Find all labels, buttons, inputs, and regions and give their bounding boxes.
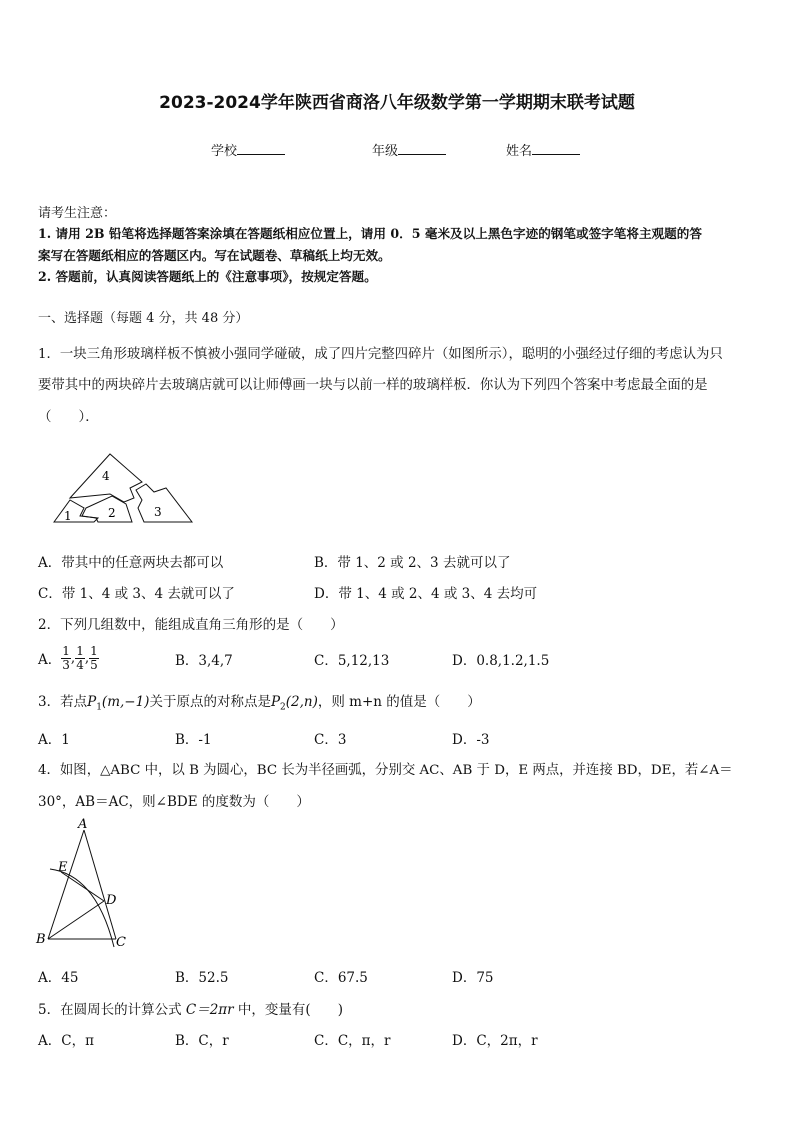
label-b: B bbox=[36, 932, 46, 947]
glass-label-4: 4 bbox=[102, 469, 110, 483]
school-field bbox=[211, 140, 285, 159]
frac-den: 5 bbox=[90, 657, 98, 672]
q4-stem-line2: 30°，AB＝AC，则∠BDE 的度数为（ ） bbox=[38, 794, 310, 810]
q1-stem-line3: （ ）． bbox=[38, 409, 99, 425]
glass-label-2: 2 bbox=[108, 506, 116, 520]
q1-stem-line1: 1．一块三角形玻璃样板不慎被小强同学碰破，成了四片完整四碎片（如图所示），聪明的小强经过仔细的考虑认为只 bbox=[38, 347, 723, 362]
point-p2-sub: 2 bbox=[280, 702, 286, 713]
circumference-formula: C＝2πr bbox=[185, 1002, 234, 1018]
notice-item-1a: 1. 请用 2B 铅笔将选择题答案涂填在答题纸相应位置上，请用 0．5 毫米及以上黑色字迹的钢笔或签字笔将主观题的答 bbox=[38, 226, 702, 241]
name-field bbox=[506, 140, 580, 159]
frac-den: 4 bbox=[76, 657, 84, 672]
school-blank bbox=[237, 142, 285, 155]
glass-label-1: 1 bbox=[64, 509, 72, 523]
q5-stem bbox=[38, 998, 343, 1018]
frac-num: 1 bbox=[90, 643, 98, 658]
label-e: E bbox=[58, 860, 68, 875]
point-p1-sub: 1 bbox=[96, 702, 102, 713]
q1-option-b[interactable]: B．带 1、2 或 2、3 去就可以了 bbox=[314, 555, 511, 571]
label-c: C bbox=[116, 935, 126, 950]
notice-item-2: 2. 答题前，认真阅读答题纸上的《注意事项》，按规定答题。 bbox=[38, 269, 377, 284]
q1-option-c[interactable]: C．带 1、4 或 3、4 去就可以了 bbox=[38, 586, 235, 602]
school-label: 学校 bbox=[211, 144, 238, 159]
glass-piece-1 bbox=[54, 500, 98, 522]
q2-stem: 2．下列几组数中，能组成直角三角形的是（ ） bbox=[38, 617, 344, 633]
side-ac bbox=[84, 830, 116, 939]
point-p2: P bbox=[270, 694, 281, 710]
side-ab bbox=[48, 830, 84, 939]
q3-stem-post: ，则 m+n 的值是（ ） bbox=[317, 694, 481, 710]
q1-option-d[interactable]: D．带 1、4 或 2、4 或 3、4 去均可 bbox=[314, 586, 538, 602]
notice-heading: 请考生注意： bbox=[38, 206, 117, 221]
q3-option-b[interactable]: B．-1 bbox=[175, 732, 212, 748]
glass-label-3: 3 bbox=[154, 505, 162, 519]
q5-option-c[interactable]: C．C，π，r bbox=[314, 1033, 391, 1049]
q2-option-a[interactable] bbox=[38, 640, 99, 676]
q1-stem-line2: 要带其中的两块碎片去玻璃店就可以让师傅画一块与以前一样的玻璃样板．你认为下列四个答案中考虑最全面的是 bbox=[38, 378, 708, 393]
grade-label: 年级 bbox=[372, 144, 399, 159]
fraction-1-4 bbox=[75, 645, 85, 672]
q3-stem bbox=[38, 690, 481, 713]
grade-blank bbox=[398, 142, 446, 155]
q2-option-c[interactable]: C．5,12,13 bbox=[314, 653, 390, 669]
q3-stem-mid: 关于原点的对称点是 bbox=[149, 694, 271, 710]
q4-option-c[interactable]: C．67.5 bbox=[314, 970, 368, 986]
q5-stem-post: 中，变量有( ) bbox=[233, 1002, 343, 1018]
glass-piece-2 bbox=[82, 496, 132, 522]
q5-option-b[interactable]: B．C，r bbox=[175, 1033, 229, 1049]
q4-stem-line1: 4．如图，△ABC 中，以 B 为圆心，BC 长为半径画弧，分别交 AC、AB 于 D，E 两点，并连接 BD，DE，若∠A＝ bbox=[38, 763, 733, 778]
frac-den: 3 bbox=[62, 657, 70, 672]
label-d: D bbox=[106, 893, 117, 908]
grade-field bbox=[372, 140, 446, 159]
name-label: 姓名 bbox=[506, 144, 533, 159]
q5-option-d[interactable]: D．C，2π，r bbox=[452, 1033, 538, 1049]
point-p1: P bbox=[87, 694, 97, 710]
q1-glass-figure bbox=[50, 450, 200, 528]
fraction-1-5 bbox=[89, 645, 99, 672]
q4-option-d[interactable]: D．75 bbox=[452, 970, 494, 986]
q3-option-a[interactable]: A．1 bbox=[38, 732, 70, 748]
q4-triangle-figure bbox=[34, 815, 134, 951]
frac-num: 1 bbox=[76, 643, 84, 658]
q3-option-c[interactable]: C．3 bbox=[314, 732, 347, 748]
point-p2-coord: (2,n) bbox=[285, 694, 318, 710]
comma: , bbox=[84, 650, 90, 666]
q2-option-b[interactable]: B．3,4,7 bbox=[175, 653, 233, 669]
page-title: 2023-2024学年陕西省商洛八年级数学第一学期期末联考试题 bbox=[159, 93, 635, 113]
q1-option-a[interactable]: A．带其中的任意两块去都可以 bbox=[38, 555, 224, 571]
frac-num: 1 bbox=[62, 643, 70, 658]
notice-item-1b: 案写在答题纸相应的答题区内。写在试题卷、草稿纸上均无效。 bbox=[38, 248, 391, 263]
q3-option-d[interactable]: D．-3 bbox=[452, 732, 490, 748]
section-heading: 一、选择题（每题 4 分，共 48 分） bbox=[38, 311, 249, 326]
q2-option-a-label: A． bbox=[38, 652, 62, 668]
q5-option-a[interactable]: A．C，π bbox=[38, 1033, 94, 1049]
q5-stem-pre: 5．在圆周长的计算公式 bbox=[38, 1002, 186, 1018]
q3-stem-pre: 3．若点 bbox=[38, 694, 88, 710]
segment-bd bbox=[48, 901, 104, 939]
comma: , bbox=[70, 650, 76, 666]
name-blank bbox=[532, 142, 580, 155]
arc-ec bbox=[50, 869, 114, 947]
q2-option-d[interactable]: D．0.8,1.2,1.5 bbox=[452, 653, 550, 669]
fraction-1-3 bbox=[61, 645, 71, 672]
glass-piece-3 bbox=[136, 484, 192, 522]
label-a: A bbox=[78, 817, 88, 832]
q4-option-b[interactable]: B．52.5 bbox=[175, 970, 229, 986]
q4-option-a[interactable]: A．45 bbox=[38, 970, 79, 986]
point-p1-coord: (m,−1) bbox=[101, 694, 150, 710]
